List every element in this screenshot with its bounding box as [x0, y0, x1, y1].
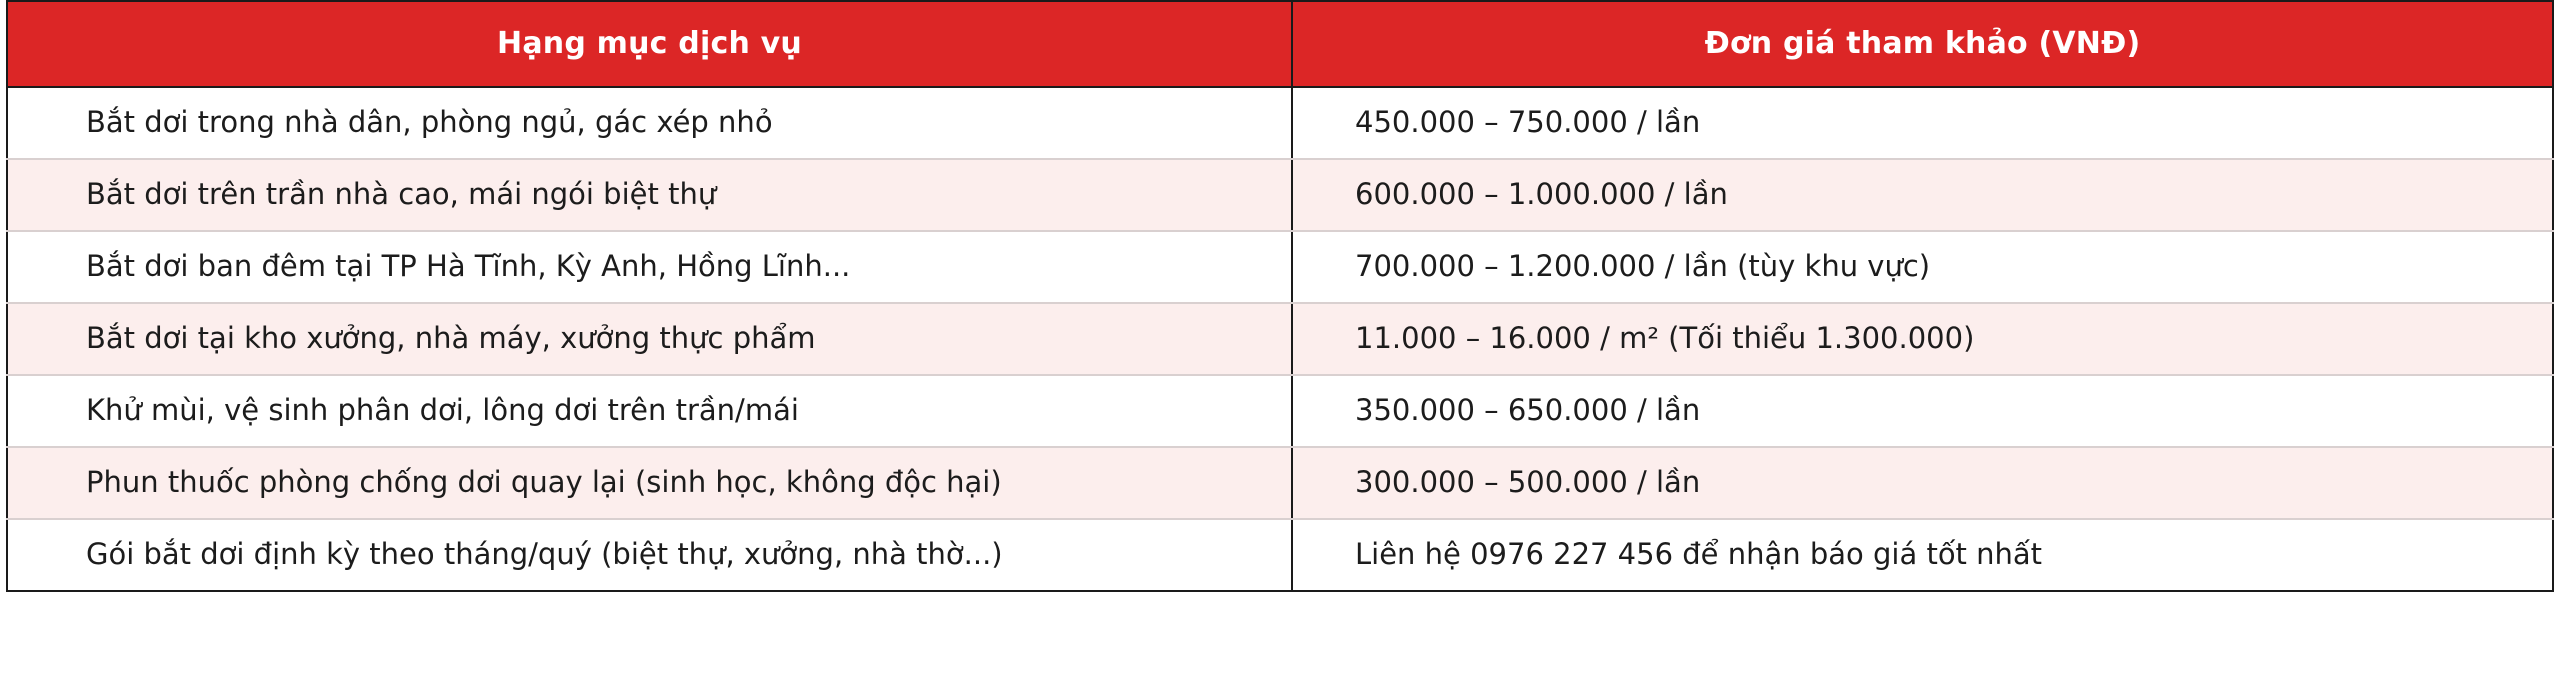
table-row — [7, 303, 2553, 375]
cell-service: Bắt dơi tại kho xưởng, nhà máy, xưởng thực phẩm — [7, 303, 1292, 375]
table-header — [7, 1, 2553, 87]
table-body — [7, 87, 2553, 591]
cell-service: Bắt dơi ban đêm tại TP Hà Tĩnh, Kỳ Anh, Hồng Lĩnh... — [7, 231, 1292, 303]
cell-price: 11.000 – 16.000 / m² (Tối thiểu 1.300.000) — [1292, 303, 2553, 375]
cell-service: Khử mùi, vệ sinh phân dơi, lông dơi trên trần/mái — [7, 375, 1292, 447]
cell-service: Bắt dơi trên trần nhà cao, mái ngói biệt thự — [7, 159, 1292, 231]
cell-price: 350.000 – 650.000 / lần — [1292, 375, 2553, 447]
column-header-service: Hạng mục dịch vụ — [7, 1, 1292, 87]
table-row — [7, 519, 2553, 591]
column-header-price: Đơn giá tham khảo (VNĐ) — [1292, 1, 2553, 87]
cell-price: 600.000 – 1.000.000 / lần — [1292, 159, 2553, 231]
table-header-row — [7, 1, 2553, 87]
cell-price: Liên hệ 0976 227 456 để nhận báo giá tốt nhất — [1292, 519, 2553, 591]
cell-service: Bắt dơi trong nhà dân, phòng ngủ, gác xép nhỏ — [7, 87, 1292, 159]
cell-service: Phun thuốc phòng chống dơi quay lại (sinh học, không độc hại) — [7, 447, 1292, 519]
table-row — [7, 375, 2553, 447]
cell-price: 450.000 – 750.000 / lần — [1292, 87, 2553, 159]
table-row — [7, 159, 2553, 231]
cell-service: Gói bắt dơi định kỳ theo tháng/quý (biệt thự, xưởng, nhà thờ...) — [7, 519, 1292, 591]
table-row — [7, 87, 2553, 159]
table-row — [7, 231, 2553, 303]
table-row — [7, 447, 2553, 519]
service-price-table — [6, 0, 2554, 592]
cell-price: 300.000 – 500.000 / lần — [1292, 447, 2553, 519]
cell-price: 700.000 – 1.200.000 / lần (tùy khu vực) — [1292, 231, 2553, 303]
